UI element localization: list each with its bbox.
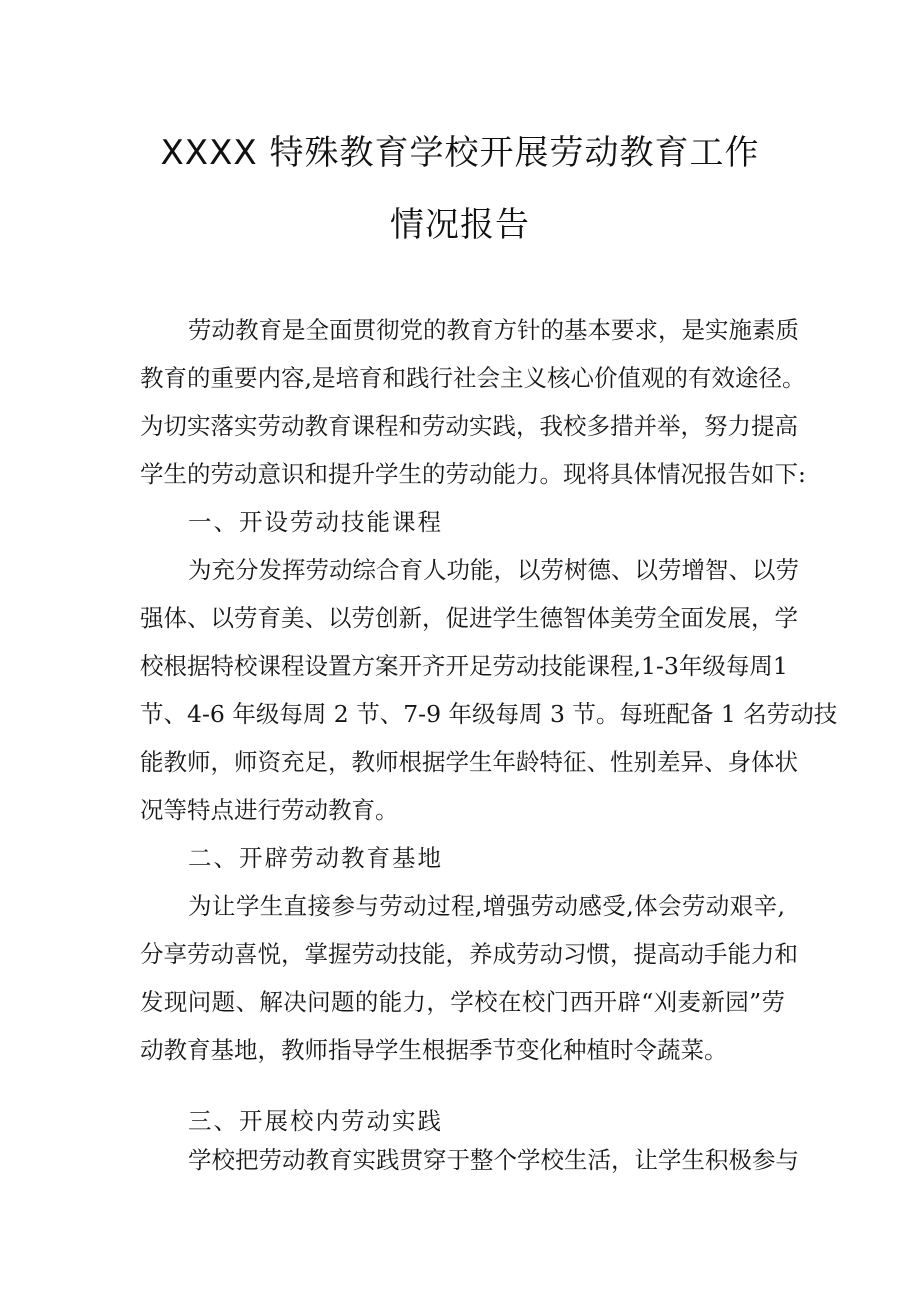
- section-3-heading: 三、开展校内劳动实践: [188, 1107, 443, 1135]
- document-title-line-1: XXXX 特殊教育学校开展劳动教育工作: [160, 133, 760, 173]
- section-1-line-5: 能教师，师资充足，教师根据学生年龄特征、性别差异、身体状: [140, 748, 798, 776]
- intro-line-3: 为切实落实劳动教育课程和劳动实践，我校多措并举，努力提高: [140, 412, 798, 440]
- section-1-heading: 一、开设劳动技能课程: [188, 508, 443, 536]
- section-2-line-2: 分享劳动喜悦，掌握劳动技能，养成劳动习惯，提高动手能力和: [140, 940, 798, 968]
- section-1-line-4: 节、4-6 年级每周 2 节、7-9 年级每周 3 节。每班配备 1 名劳动技: [140, 700, 838, 728]
- section-1-line-3: 校根据特校课程设置方案开齐开足劳动技能课程,1-3年级每周1: [140, 652, 788, 680]
- intro-line-2: 教育的重要内容,是培育和践行社会主义核心价值观的有效途径。: [140, 364, 806, 392]
- intro-line-1: 劳动教育是全面贯彻党的教育方针的基本要求，是实施素质: [188, 316, 799, 344]
- section-2-line-3: 发现问题、解决问题的能力，学校在校门西开辟“刈麦新园”劳: [140, 988, 785, 1016]
- section-1-line-6: 况等特点进行劳动教育。: [140, 796, 399, 824]
- document-title-line-2: 情况报告: [390, 205, 530, 245]
- section-3-line-1: 学校把劳动教育实践贯穿于整个学校生活，让学生积极参与: [188, 1146, 799, 1174]
- section-2-line-4: 动教育基地，教师指导学生根据季节变化种植时令蔬菜。: [140, 1036, 728, 1064]
- section-1-line-1: 为充分发挥劳动综合育人功能，以劳树德、以劳增智、以劳: [188, 556, 799, 584]
- section-1-line-2: 强体、以劳育美、以劳创新，促进学生德智体美劳全面发展，学: [140, 604, 798, 632]
- section-2-line-1: 为让学生直接参与劳动过程,增强劳动感受,体会劳动艰辛,: [188, 892, 785, 920]
- intro-line-4: 学生的劳动意识和提升学生的劳动能力。现将具体情况报告如下:: [140, 460, 806, 488]
- section-2-heading: 二、开辟劳动教育基地: [188, 844, 443, 872]
